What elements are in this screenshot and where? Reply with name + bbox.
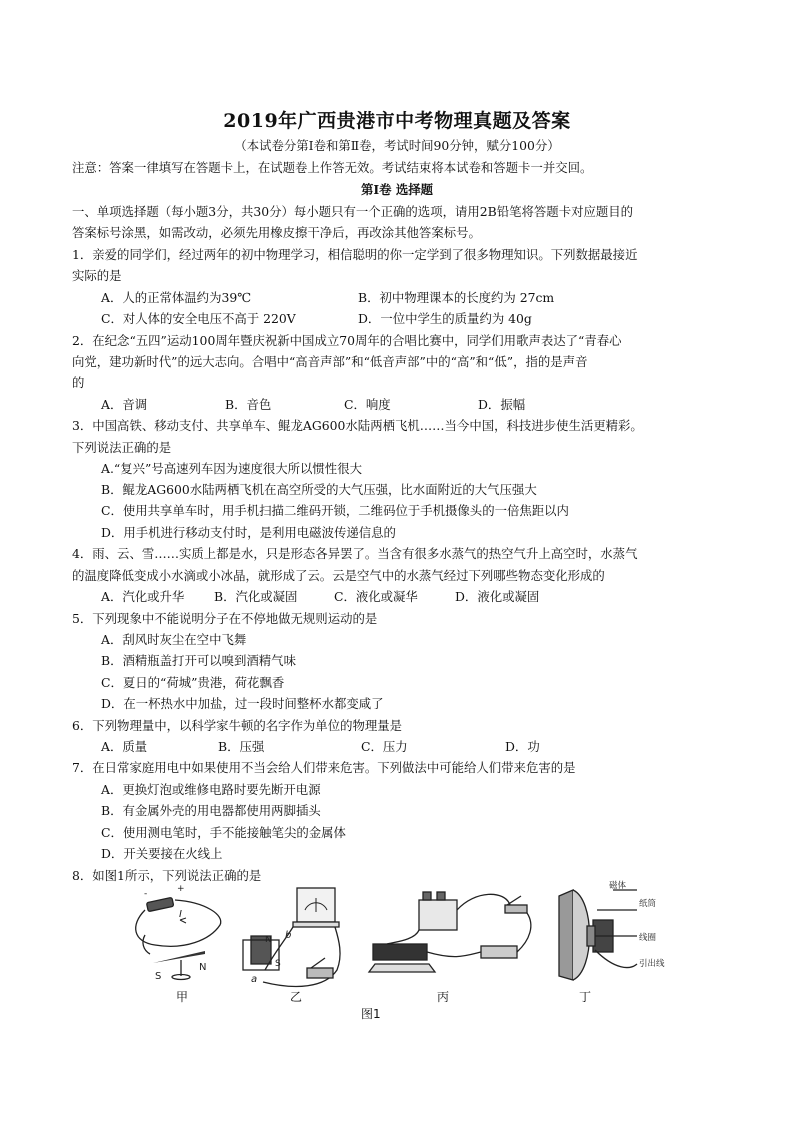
exam-subtitle: （本试卷分第Ⅰ卷和第Ⅱ卷，考试时间90分钟，赋分100分）: [234, 138, 560, 153]
q4-option-b: B．汽化或凝固: [214, 589, 298, 604]
wire-left: [387, 930, 419, 944]
q7-option-b: B．有金属外壳的用电器都使用两脚插头: [101, 803, 321, 818]
q4-option-c: C．液化或凝华: [334, 589, 418, 604]
q3-option-b: B．鲲龙AG600水陆两栖飞机在高空所受的大气压强，比水面附近的大气压强大: [101, 482, 537, 497]
figure-yi: [243, 888, 340, 986]
q5-option-a: A．刮风时灰尘在空中飞舞: [101, 632, 247, 647]
q3-stem: 下列说法正确的是: [72, 440, 172, 455]
q6-option-c: C．压力: [361, 739, 408, 754]
q5-option-d: D．在一杯热水中加盐，过一段时间整杯水都变咸了: [101, 696, 384, 711]
wire-mid: [427, 952, 481, 957]
coil-icon: [587, 926, 595, 946]
yi-north-label: N: [265, 935, 272, 945]
motor-base: [369, 964, 435, 972]
figure-ding: [559, 890, 637, 980]
q7-option-c: C．使用测电笔时，手不能接触笔尖的金属体: [101, 825, 346, 840]
q6-option-b: B．压强: [218, 739, 265, 754]
q7-option-a: A．更换灯泡或维修电路时要先断开电源: [101, 782, 321, 797]
galvanometer-base: [293, 922, 339, 927]
battery-cell: [437, 892, 445, 900]
q1-stem: 1．亲爱的同学们，经过两年的初中物理学习，相信聪明的你一定学到了很多物理知识。下列数据最接近: [72, 247, 638, 262]
ding-label-tube: 纸筒: [639, 899, 657, 909]
panel-label-ding: 丁: [579, 990, 592, 1004]
ding-label-lead: 引出线: [639, 959, 665, 969]
jia-north-label: N: [199, 962, 207, 973]
q6-stem: 6．下列物理量中，以科学家牛顿的名字作为单位的物理量是: [72, 718, 403, 733]
q7-stem: 7．在日常家庭用电中如果使用不当会给人们带来危害。下列做法中可能给人们带来危害的是: [72, 760, 576, 775]
jia-south-label: S: [155, 971, 162, 982]
switch-lever: [311, 958, 325, 968]
q4-stem: 的温度降低变成小水滴或小冰晶，就形成了云。云是空气中的水蒸气经过下列哪些物态变化形成的: [72, 568, 605, 583]
q2-option-d: D．振幅: [478, 397, 526, 412]
rheostat-icon: [481, 946, 517, 958]
q3-option-c: C．使用共享单车时，用手机扫描二维码开锁，二维码位于手机摄像头的一倍焦距以内: [101, 503, 569, 518]
notice: 注意：答案一律填写在答题卡上，在试题卷上作答无效。考试结束将本试卷和答题卡一并交回。: [72, 160, 593, 175]
battery-box-icon: [419, 900, 457, 930]
q5-option-b: B．酒精瓶盖打开可以嗅到酒精气味: [101, 653, 296, 668]
figure-caption: 图1: [361, 1007, 381, 1021]
compass-needle-icon: [153, 951, 205, 963]
switch-lever: [507, 896, 521, 905]
battery-icon: [146, 897, 173, 911]
q2-option-c: C．响度: [344, 397, 391, 412]
panel-label-bing: 丙: [437, 990, 450, 1004]
ding-label-coil: 线圈: [639, 933, 657, 943]
q6-option-d: D．功: [505, 739, 540, 754]
speaker-cone-icon: [559, 890, 573, 980]
battery-cell: [423, 892, 431, 900]
switch-icon: [505, 905, 527, 913]
section-title: 第Ⅰ卷 选择题: [360, 182, 434, 197]
jia-current-label: I: [179, 909, 182, 920]
jia-minus-label: -: [144, 889, 148, 899]
q1-option-b: B．初中物理课本的长度约为 27cm: [358, 290, 555, 305]
yi-south-label: S: [275, 959, 281, 969]
jia-plus-label: +: [177, 884, 185, 894]
q2-stem: 的: [72, 375, 85, 390]
wire-right: [517, 913, 531, 952]
q2-option-a: A．音调: [101, 397, 148, 412]
q6-option-a: A．质量: [101, 739, 148, 754]
q4-stem: 4．雨、云、雪……实质上都是水，只是形态各异罢了。当含有很多水蒸气的热空气升上高空时，水蒸气: [72, 546, 638, 561]
q3-stem: 3．中国高铁、移动支付、共享单车、鲲龙AG600水陆两栖飞机……当今中国，科技进步使生活更精彩。: [72, 418, 643, 433]
switch-icon: [307, 968, 333, 978]
q2-stem: 2．在纪念“五四”运动100周年暨庆祝新中国成立70周年的合唱比赛中，同学们用歌声表达了“青春心: [72, 333, 622, 348]
q1-option-a: A．人的正常体温约为39℃: [101, 290, 252, 305]
motor-coil-icon: [373, 944, 427, 960]
q1-stem: 实际的是: [72, 268, 122, 283]
part-intro-line: 一、单项选择题（每小题3分，共30分）每小题只有一个正确的选项，请用2B铅笔将答题卡对应题目的: [72, 204, 634, 219]
q8-stem: 8．如图1所示，下列说法正确的是: [72, 868, 262, 883]
q4-option-d: D．液化或凝固: [455, 589, 540, 604]
panel-label-yi: 乙: [290, 990, 303, 1004]
q3-option-a: A.“复兴”号高速列车因为速度很大所以惯性很大: [101, 461, 362, 476]
q5-stem: 5．下列现象中不能说明分子在不停地做无规则运动的是: [72, 611, 378, 626]
ding-label-magnet: 磁体: [609, 881, 627, 891]
yi-b-label: b: [285, 930, 292, 941]
yi-a-label: a: [251, 974, 258, 985]
q1-option-c: C．对人体的安全电压不高于 220V: [101, 311, 296, 326]
q2-stem: 向党，建功新时代”的远大志向。合唱中“高音声部”和“低音声部”中的“高”和“低”，指的是声音: [72, 354, 588, 369]
wire-top: [457, 894, 510, 910]
panel-label-jia: 甲: [176, 990, 189, 1004]
q3-option-d: D．用手机进行移动支付时，是利用电磁波传递信息的: [101, 525, 396, 540]
q7-option-d: D．开关要接在火线上: [101, 846, 223, 861]
q2-option-b: B．音色: [225, 397, 272, 412]
q5-option-c: C．夏日的“荷城”贵港，荷花飘香: [101, 675, 285, 690]
figure-bing: [369, 892, 531, 972]
page-title: 2019年广西贵港市中考物理真题及答案: [223, 110, 571, 132]
part-intro-line: 答案标号涂黑，如需改动，必须先用橡皮擦干净后，再改涂其他答案标号。: [72, 225, 481, 240]
q1-option-d: D．一位中学生的质量约为 40g: [358, 311, 532, 326]
figure-1: [125, 880, 685, 1030]
rotation-arrow-icon: [143, 935, 150, 954]
q4-option-a: A．汽化或升华: [101, 589, 185, 604]
